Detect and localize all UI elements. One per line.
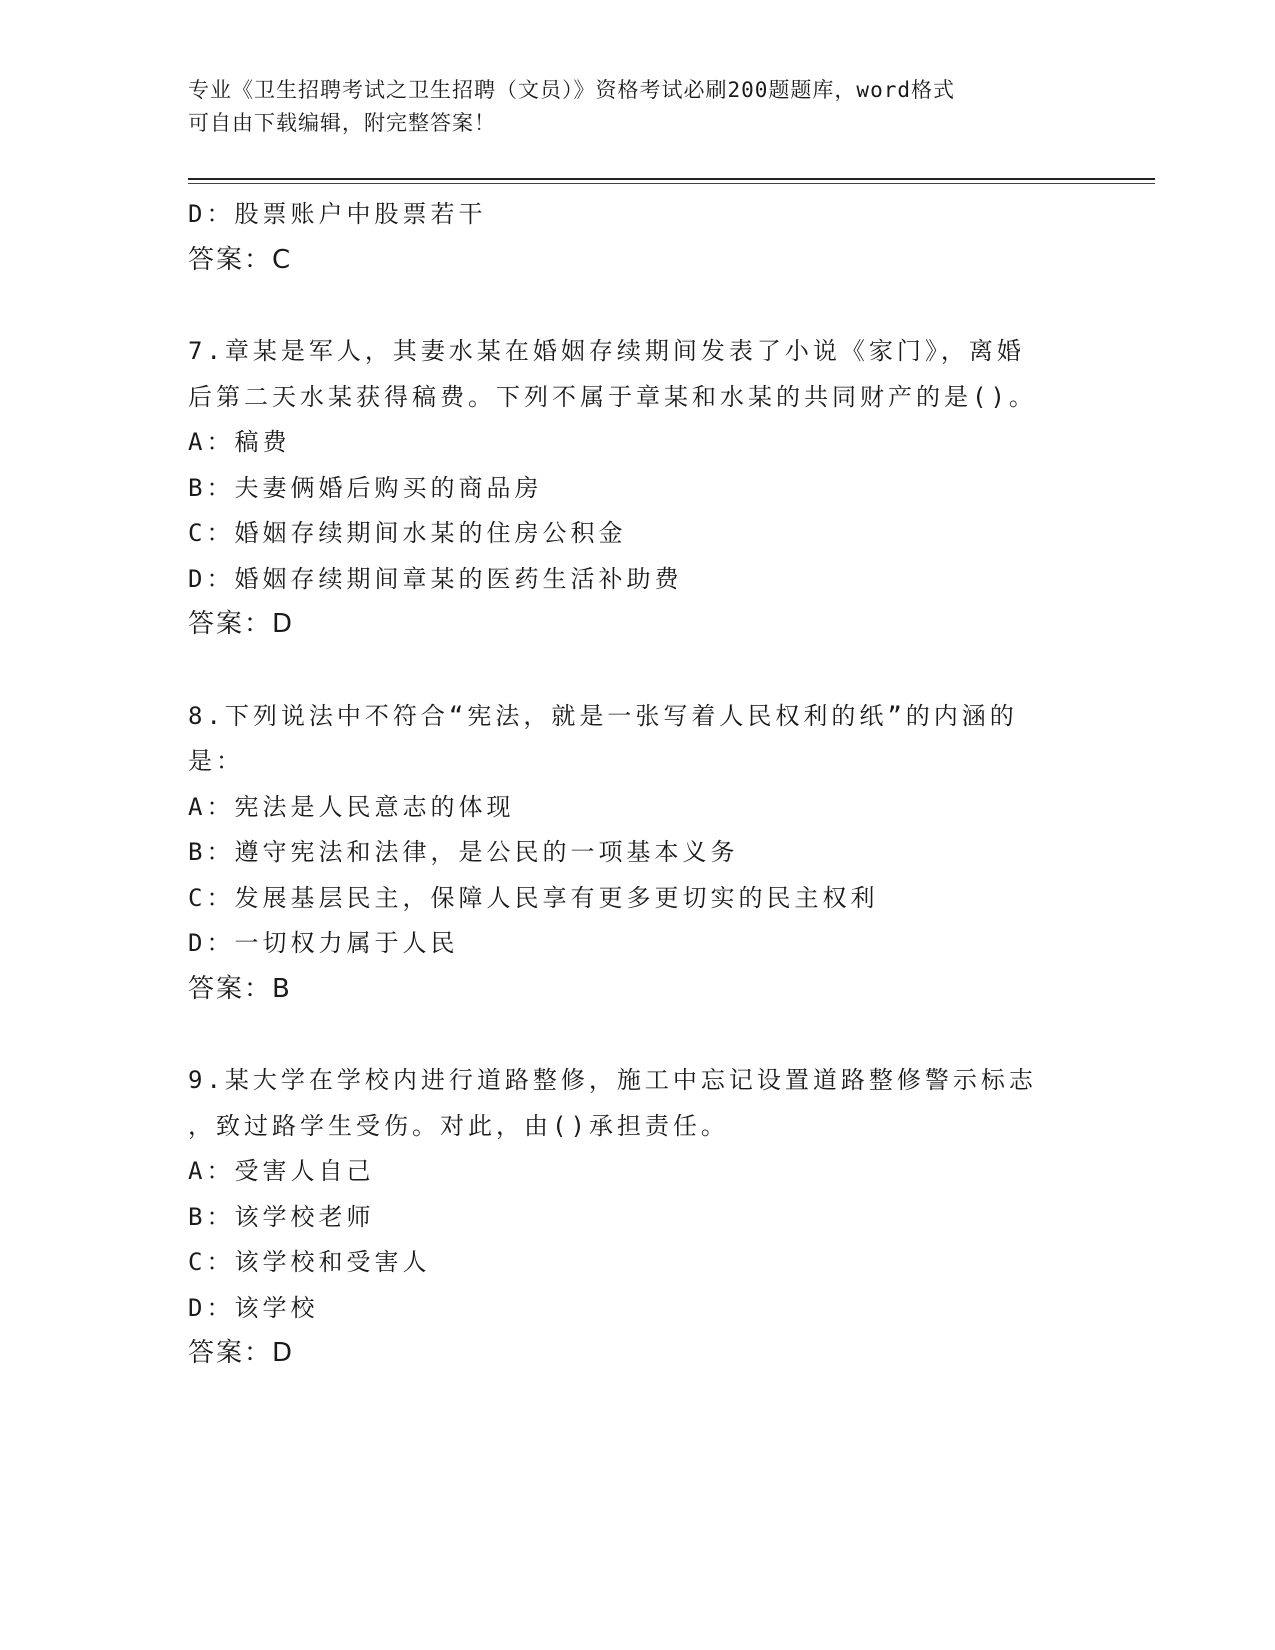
header-line-1: 专业《卫生招聘考试之卫生招聘（文员）》资格考试必刷200题题库，word格式 — [188, 78, 955, 102]
previous-question-tail — [188, 192, 1068, 283]
option-b: B：遵守宪法和法律，是公民的一项基本义务 — [188, 838, 739, 866]
option-a: A：受害人自己 — [188, 1157, 375, 1185]
option-b: B：该学校老师 — [188, 1202, 375, 1231]
header-line-2: 可自由下载编辑，附完整答案！ — [188, 111, 496, 135]
question-stem-line: 是： — [188, 747, 244, 775]
question-stem-line: 后第二天水某获得稿费。下列不属于章某和水某的共同财产的是()。 — [188, 382, 1037, 411]
header-divider-thin — [188, 183, 1155, 184]
question-stem-line: 8.下列说法中不符合“宪法，就是一张写着人民权利的纸”的内涵的 — [188, 701, 1018, 730]
header-divider-thick — [188, 178, 1155, 180]
option-c: C：该学校和受害人 — [188, 1248, 431, 1276]
answer-line: 答案：D — [188, 609, 295, 639]
option-b: B：夫妻俩婚后购买的商品房 — [188, 473, 543, 502]
option-a: A：宪法是人民意志的体现 — [188, 792, 515, 821]
question-stem-line: ，致过路学生受伤。对此，由()承担责任。 — [188, 1111, 729, 1140]
answer-line: 答案：D — [188, 1338, 295, 1368]
question-content — [188, 192, 1068, 1377]
option-a: A：稿费 — [188, 428, 291, 456]
option-c: C：发展基层民主，保障人民享有更多更切实的民主权利 — [188, 883, 879, 912]
option-d: D：该学校 — [188, 1293, 319, 1322]
question-8 — [188, 694, 1068, 1013]
option-d: D：股票账户中股票若干 — [188, 200, 487, 228]
option-d: D：一切权力属于人民 — [188, 929, 459, 957]
question-7 — [188, 329, 1068, 648]
answer-line: 答案：B — [188, 973, 292, 1004]
answer-line: 答案：C — [188, 244, 293, 275]
question-stem-line: 9.某大学在学校内进行道路整修，施工中忘记设置道路整修警示标志 — [188, 1066, 1037, 1094]
document-header — [188, 74, 1088, 140]
question-9 — [188, 1058, 1068, 1377]
question-stem-line: 7.章某是军人，其妻水某在婚姻存续期间发表了小说《家门》，离婚 — [188, 337, 1025, 365]
option-c: C：婚姻存续期间水某的住房公积金 — [188, 519, 627, 547]
option-d: D：婚姻存续期间章某的医药生活补助费 — [188, 564, 683, 593]
